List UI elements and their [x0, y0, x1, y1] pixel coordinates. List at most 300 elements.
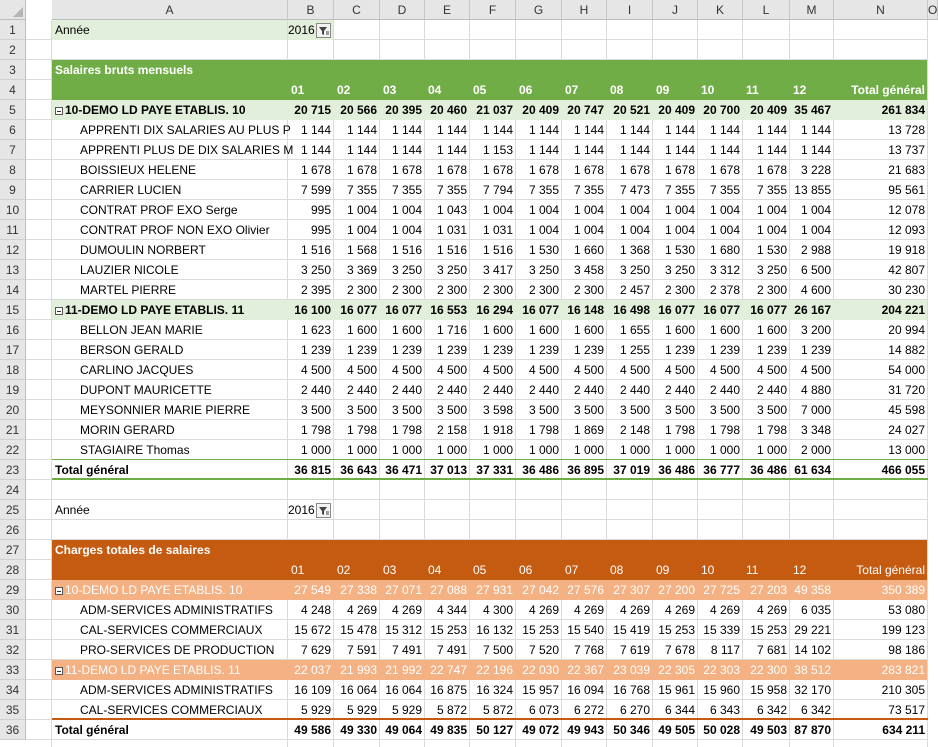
- total-cell[interactable]: [288, 460, 334, 480]
- value-cell[interactable]: [653, 440, 698, 460]
- value-cell[interactable]: [470, 420, 516, 440]
- row-header[interactable]: 21: [0, 420, 26, 440]
- column-header[interactable]: [291, 80, 334, 100]
- value-cell[interactable]: [653, 340, 698, 360]
- value-cell[interactable]: [380, 420, 425, 440]
- value-cell[interactable]: [698, 340, 743, 360]
- total-cell[interactable]: [790, 720, 834, 740]
- pivot-title[interactable]: [55, 540, 334, 560]
- total-cell[interactable]: [698, 460, 743, 480]
- row-label[interactable]: [80, 160, 288, 180]
- value-cell[interactable]: [425, 260, 470, 280]
- value-cell[interactable]: [562, 120, 607, 140]
- value-cell[interactable]: [790, 240, 834, 260]
- value-cell[interactable]: [334, 620, 380, 640]
- column-header[interactable]: [565, 560, 607, 580]
- row-header[interactable]: 19: [0, 380, 26, 400]
- value-cell[interactable]: [653, 280, 698, 300]
- column-header-g[interactable]: G: [516, 0, 562, 20]
- value-cell[interactable]: [380, 580, 425, 600]
- row-header[interactable]: 34: [0, 680, 26, 700]
- value-cell[interactable]: [425, 680, 470, 700]
- value-cell[interactable]: [607, 220, 653, 240]
- value-cell[interactable]: [334, 440, 380, 460]
- value-cell[interactable]: [425, 200, 470, 220]
- value-cell[interactable]: [288, 600, 334, 620]
- value-cell[interactable]: [834, 180, 928, 200]
- value-cell[interactable]: [516, 120, 562, 140]
- value-cell[interactable]: [516, 660, 562, 680]
- value-cell[interactable]: [380, 320, 425, 340]
- value-cell[interactable]: [470, 660, 516, 680]
- value-cell[interactable]: [834, 660, 928, 680]
- value-cell[interactable]: [425, 100, 470, 120]
- value-cell[interactable]: [425, 620, 470, 640]
- value-cell[interactable]: [653, 260, 698, 280]
- row-label[interactable]: [80, 320, 288, 340]
- column-header[interactable]: [834, 80, 928, 100]
- value-cell[interactable]: [653, 700, 698, 720]
- value-cell[interactable]: [470, 680, 516, 700]
- value-cell[interactable]: [607, 200, 653, 220]
- row-label[interactable]: [80, 280, 288, 300]
- value-cell[interactable]: [334, 300, 380, 320]
- total-cell[interactable]: [425, 720, 470, 740]
- row-header[interactable]: 22: [0, 440, 26, 460]
- column-header-k[interactable]: K: [698, 0, 743, 20]
- value-cell[interactable]: [607, 120, 653, 140]
- total-cell[interactable]: [834, 720, 928, 740]
- value-cell[interactable]: [790, 320, 834, 340]
- value-cell[interactable]: [698, 280, 743, 300]
- value-cell[interactable]: [334, 200, 380, 220]
- value-cell[interactable]: [562, 380, 607, 400]
- value-cell[interactable]: [425, 580, 470, 600]
- value-cell[interactable]: [334, 140, 380, 160]
- value-cell[interactable]: [607, 100, 653, 120]
- value-cell[interactable]: [653, 320, 698, 340]
- value-cell[interactable]: [562, 240, 607, 260]
- value-cell[interactable]: [607, 280, 653, 300]
- column-header[interactable]: [746, 560, 790, 580]
- value-cell[interactable]: [425, 120, 470, 140]
- row-header[interactable]: 1: [0, 20, 26, 40]
- value-cell[interactable]: [834, 160, 928, 180]
- filter-icon[interactable]: [316, 23, 331, 38]
- value-cell[interactable]: [288, 700, 334, 720]
- value-cell[interactable]: [653, 200, 698, 220]
- value-cell[interactable]: [607, 620, 653, 640]
- row-header[interactable]: 8: [0, 160, 26, 180]
- total-cell[interactable]: [653, 460, 698, 480]
- value-cell[interactable]: [743, 180, 790, 200]
- column-header-h[interactable]: H: [562, 0, 607, 20]
- value-cell[interactable]: [834, 600, 928, 620]
- value-cell[interactable]: [334, 600, 380, 620]
- value-cell[interactable]: [834, 100, 928, 120]
- value-cell[interactable]: [334, 320, 380, 340]
- value-cell[interactable]: [470, 620, 516, 640]
- row-header[interactable]: 18: [0, 360, 26, 380]
- value-cell[interactable]: [698, 680, 743, 700]
- value-cell[interactable]: [425, 660, 470, 680]
- value-cell[interactable]: [425, 180, 470, 200]
- value-cell[interactable]: [653, 380, 698, 400]
- value-cell[interactable]: [380, 440, 425, 460]
- value-cell[interactable]: [334, 100, 380, 120]
- value-cell[interactable]: [288, 120, 334, 140]
- value-cell[interactable]: [790, 140, 834, 160]
- value-cell[interactable]: [743, 160, 790, 180]
- value-cell[interactable]: [470, 700, 516, 720]
- value-cell[interactable]: [653, 620, 698, 640]
- value-cell[interactable]: [562, 600, 607, 620]
- value-cell[interactable]: [562, 160, 607, 180]
- value-cell[interactable]: [562, 320, 607, 340]
- total-label[interactable]: [55, 460, 288, 480]
- value-cell[interactable]: [698, 140, 743, 160]
- row-header[interactable]: 35: [0, 700, 26, 720]
- value-cell[interactable]: [470, 120, 516, 140]
- value-cell[interactable]: [607, 340, 653, 360]
- value-cell[interactable]: [834, 240, 928, 260]
- column-header-n[interactable]: N: [834, 0, 928, 20]
- value-cell[interactable]: [425, 160, 470, 180]
- value-cell[interactable]: [607, 700, 653, 720]
- value-cell[interactable]: [743, 600, 790, 620]
- value-cell[interactable]: [834, 320, 928, 340]
- value-cell[interactable]: [562, 300, 607, 320]
- column-header[interactable]: [656, 80, 698, 100]
- row-label[interactable]: [80, 240, 288, 260]
- group-row-label[interactable]: [55, 660, 288, 680]
- value-cell[interactable]: [834, 360, 928, 380]
- value-cell[interactable]: [653, 100, 698, 120]
- column-header-l[interactable]: L: [743, 0, 790, 20]
- value-cell[interactable]: [653, 240, 698, 260]
- value-cell[interactable]: [288, 620, 334, 640]
- total-cell[interactable]: [607, 460, 653, 480]
- value-cell[interactable]: [425, 320, 470, 340]
- value-cell[interactable]: [380, 360, 425, 380]
- value-cell[interactable]: [790, 260, 834, 280]
- value-cell[interactable]: [380, 220, 425, 240]
- value-cell[interactable]: [516, 100, 562, 120]
- value-cell[interactable]: [562, 260, 607, 280]
- value-cell[interactable]: [834, 300, 928, 320]
- column-header[interactable]: [701, 560, 743, 580]
- column-header[interactable]: [337, 560, 380, 580]
- row-header[interactable]: 5: [0, 100, 26, 120]
- filter-label[interactable]: [55, 500, 288, 520]
- value-cell[interactable]: [834, 200, 928, 220]
- pivot-title[interactable]: [55, 60, 334, 80]
- value-cell[interactable]: [834, 440, 928, 460]
- value-cell[interactable]: [562, 280, 607, 300]
- value-cell[interactable]: [562, 700, 607, 720]
- value-cell[interactable]: [834, 420, 928, 440]
- row-header[interactable]: 20: [0, 400, 26, 420]
- value-cell[interactable]: [425, 420, 470, 440]
- value-cell[interactable]: [790, 160, 834, 180]
- value-cell[interactable]: [516, 280, 562, 300]
- value-cell[interactable]: [607, 160, 653, 180]
- value-cell[interactable]: [790, 280, 834, 300]
- value-cell[interactable]: [607, 380, 653, 400]
- total-cell[interactable]: [562, 460, 607, 480]
- value-cell[interactable]: [334, 400, 380, 420]
- value-cell[interactable]: [470, 340, 516, 360]
- row-label[interactable]: [80, 360, 288, 380]
- total-cell[interactable]: [698, 720, 743, 740]
- value-cell[interactable]: [743, 380, 790, 400]
- value-cell[interactable]: [653, 220, 698, 240]
- value-cell[interactable]: [607, 580, 653, 600]
- total-cell[interactable]: [334, 460, 380, 480]
- row-header[interactable]: 9: [0, 180, 26, 200]
- value-cell[interactable]: [790, 340, 834, 360]
- column-header[interactable]: [383, 560, 425, 580]
- group-row-label[interactable]: [55, 300, 288, 320]
- value-cell[interactable]: [334, 160, 380, 180]
- value-cell[interactable]: [698, 600, 743, 620]
- value-cell[interactable]: [790, 440, 834, 460]
- total-cell[interactable]: [470, 460, 516, 480]
- value-cell[interactable]: [470, 360, 516, 380]
- row-header[interactable]: 28: [0, 560, 26, 580]
- value-cell[interactable]: [698, 220, 743, 240]
- value-cell[interactable]: [380, 240, 425, 260]
- value-cell[interactable]: [653, 180, 698, 200]
- value-cell[interactable]: [607, 680, 653, 700]
- row-label[interactable]: [80, 400, 288, 420]
- row-header[interactable]: 23: [0, 460, 26, 480]
- row-header[interactable]: 15: [0, 300, 26, 320]
- value-cell[interactable]: [380, 200, 425, 220]
- value-cell[interactable]: [516, 300, 562, 320]
- value-cell[interactable]: [516, 320, 562, 340]
- value-cell[interactable]: [743, 700, 790, 720]
- value-cell[interactable]: [470, 240, 516, 260]
- collapse-icon[interactable]: [55, 667, 63, 675]
- value-cell[interactable]: [516, 180, 562, 200]
- value-cell[interactable]: [790, 180, 834, 200]
- total-cell[interactable]: [380, 720, 425, 740]
- value-cell[interactable]: [425, 340, 470, 360]
- row-label[interactable]: [80, 600, 288, 620]
- value-cell[interactable]: [425, 700, 470, 720]
- row-header[interactable]: 32: [0, 640, 26, 660]
- value-cell[interactable]: [790, 200, 834, 220]
- value-cell[interactable]: [470, 300, 516, 320]
- value-cell[interactable]: [288, 380, 334, 400]
- row-header[interactable]: 24: [0, 480, 26, 500]
- value-cell[interactable]: [334, 660, 380, 680]
- value-cell[interactable]: [743, 680, 790, 700]
- row-header[interactable]: 33: [0, 660, 26, 680]
- value-cell[interactable]: [607, 440, 653, 460]
- value-cell[interactable]: [743, 400, 790, 420]
- value-cell[interactable]: [653, 660, 698, 680]
- value-cell[interactable]: [834, 380, 928, 400]
- column-header[interactable]: [428, 560, 470, 580]
- value-cell[interactable]: [470, 640, 516, 660]
- row-label[interactable]: [80, 620, 288, 640]
- value-cell[interactable]: [790, 640, 834, 660]
- value-cell[interactable]: [790, 300, 834, 320]
- value-cell[interactable]: [562, 340, 607, 360]
- row-label[interactable]: [80, 120, 291, 140]
- value-cell[interactable]: [380, 400, 425, 420]
- value-cell[interactable]: [516, 600, 562, 620]
- value-cell[interactable]: [790, 420, 834, 440]
- value-cell[interactable]: [334, 240, 380, 260]
- value-cell[interactable]: [380, 620, 425, 640]
- row-label[interactable]: [80, 200, 288, 220]
- row-label[interactable]: [80, 700, 288, 720]
- collapse-icon[interactable]: [55, 107, 63, 115]
- total-cell[interactable]: [470, 720, 516, 740]
- value-cell[interactable]: [743, 260, 790, 280]
- value-cell[interactable]: [288, 680, 334, 700]
- value-cell[interactable]: [288, 180, 334, 200]
- value-cell[interactable]: [288, 320, 334, 340]
- value-cell[interactable]: [425, 600, 470, 620]
- row-label[interactable]: [80, 180, 288, 200]
- group-row-label[interactable]: [55, 100, 288, 120]
- value-cell[interactable]: [562, 660, 607, 680]
- value-cell[interactable]: [607, 140, 653, 160]
- value-cell[interactable]: [607, 240, 653, 260]
- value-cell[interactable]: [516, 260, 562, 280]
- value-cell[interactable]: [470, 600, 516, 620]
- value-cell[interactable]: [288, 300, 334, 320]
- value-cell[interactable]: [380, 680, 425, 700]
- value-cell[interactable]: [334, 120, 380, 140]
- value-cell[interactable]: [288, 240, 334, 260]
- value-cell[interactable]: [334, 640, 380, 660]
- value-cell[interactable]: [288, 400, 334, 420]
- value-cell[interactable]: [516, 340, 562, 360]
- column-header-o[interactable]: O: [928, 0, 938, 20]
- row-header[interactable]: 29: [0, 580, 26, 600]
- value-cell[interactable]: [834, 620, 928, 640]
- total-cell[interactable]: [743, 460, 790, 480]
- total-cell[interactable]: [425, 460, 470, 480]
- value-cell[interactable]: [562, 640, 607, 660]
- value-cell[interactable]: [380, 100, 425, 120]
- value-cell[interactable]: [790, 600, 834, 620]
- value-cell[interactable]: [562, 420, 607, 440]
- value-cell[interactable]: [380, 700, 425, 720]
- value-cell[interactable]: [790, 220, 834, 240]
- value-cell[interactable]: [334, 680, 380, 700]
- value-cell[interactable]: [698, 620, 743, 640]
- value-cell[interactable]: [698, 300, 743, 320]
- value-cell[interactable]: [698, 400, 743, 420]
- column-header[interactable]: [291, 560, 334, 580]
- total-cell[interactable]: [834, 460, 928, 480]
- value-cell[interactable]: [425, 400, 470, 420]
- value-cell[interactable]: [653, 140, 698, 160]
- value-cell[interactable]: [698, 640, 743, 660]
- value-cell[interactable]: [516, 700, 562, 720]
- value-cell[interactable]: [743, 660, 790, 680]
- value-cell[interactable]: [380, 300, 425, 320]
- value-cell[interactable]: [380, 640, 425, 660]
- value-cell[interactable]: [425, 300, 470, 320]
- value-cell[interactable]: [562, 440, 607, 460]
- column-header[interactable]: [565, 80, 607, 100]
- value-cell[interactable]: [834, 280, 928, 300]
- value-cell[interactable]: [380, 160, 425, 180]
- column-header-i[interactable]: I: [607, 0, 653, 20]
- value-cell[interactable]: [288, 420, 334, 440]
- value-cell[interactable]: [470, 180, 516, 200]
- value-cell[interactable]: [607, 360, 653, 380]
- row-header[interactable]: 7: [0, 140, 26, 160]
- value-cell[interactable]: [834, 120, 928, 140]
- value-cell[interactable]: [743, 300, 790, 320]
- value-cell[interactable]: [380, 340, 425, 360]
- value-cell[interactable]: [562, 140, 607, 160]
- row-header[interactable]: 14: [0, 280, 26, 300]
- value-cell[interactable]: [562, 620, 607, 640]
- column-header-d[interactable]: D: [380, 0, 425, 20]
- row-header[interactable]: 25: [0, 500, 26, 520]
- value-cell[interactable]: [562, 680, 607, 700]
- value-cell[interactable]: [516, 640, 562, 660]
- value-cell[interactable]: [334, 180, 380, 200]
- column-header[interactable]: [473, 560, 516, 580]
- value-cell[interactable]: [470, 140, 516, 160]
- value-cell[interactable]: [790, 660, 834, 680]
- total-cell[interactable]: [516, 720, 562, 740]
- value-cell[interactable]: [470, 440, 516, 460]
- value-cell[interactable]: [834, 680, 928, 700]
- value-cell[interactable]: [516, 680, 562, 700]
- column-header[interactable]: [834, 560, 928, 580]
- column-header[interactable]: [383, 80, 425, 100]
- value-cell[interactable]: [470, 100, 516, 120]
- total-cell[interactable]: [516, 460, 562, 480]
- value-cell[interactable]: [288, 580, 334, 600]
- value-cell[interactable]: [607, 640, 653, 660]
- value-cell[interactable]: [653, 680, 698, 700]
- value-cell[interactable]: [653, 420, 698, 440]
- value-cell[interactable]: [790, 580, 834, 600]
- value-cell[interactable]: [743, 640, 790, 660]
- collapse-icon[interactable]: [55, 587, 63, 595]
- value-cell[interactable]: [288, 280, 334, 300]
- row-label[interactable]: [80, 140, 294, 160]
- value-cell[interactable]: [607, 600, 653, 620]
- value-cell[interactable]: [698, 440, 743, 460]
- value-cell[interactable]: [380, 600, 425, 620]
- row-header[interactable]: 31: [0, 620, 26, 640]
- value-cell[interactable]: [790, 620, 834, 640]
- value-cell[interactable]: [653, 120, 698, 140]
- column-header-c[interactable]: C: [334, 0, 380, 20]
- value-cell[interactable]: [607, 660, 653, 680]
- total-cell[interactable]: [653, 720, 698, 740]
- column-header[interactable]: [519, 80, 562, 100]
- value-cell[interactable]: [562, 220, 607, 240]
- value-cell[interactable]: [743, 320, 790, 340]
- column-header[interactable]: [428, 80, 470, 100]
- value-cell[interactable]: [698, 420, 743, 440]
- value-cell[interactable]: [562, 580, 607, 600]
